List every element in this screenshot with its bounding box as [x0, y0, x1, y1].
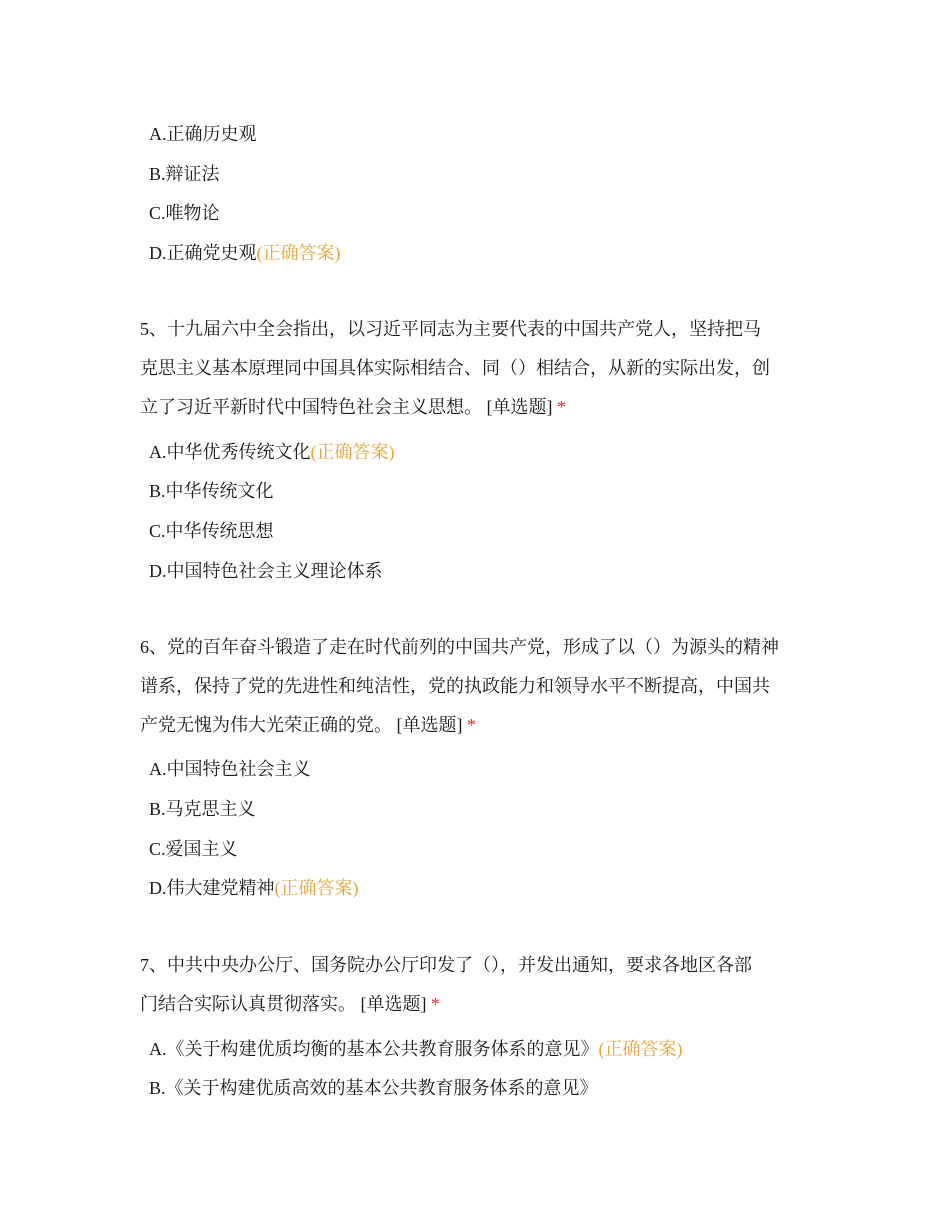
q6-option-a: A.中国特色社会主义 [149, 759, 311, 779]
correct-answer-marker: (正确答案) [274, 878, 359, 898]
required-mark: * [431, 994, 440, 1014]
question-text-line: 立了习近平新时代中国特色社会主义思想。 [单选题] * [140, 397, 566, 417]
q5-option-c: C.中华传统思想 [149, 521, 274, 541]
question-text-line: 7、中共中央办公厅、国务院办公厅印发了（），并发出通知，要求各地区各部 [140, 955, 752, 975]
required-mark: * [467, 715, 476, 735]
question-text-line: 门结合实际认真贯彻落实。 [单选题] * [140, 994, 440, 1014]
prev-option-b: B.辩证法 [149, 164, 220, 184]
q5-option-d: D.中国特色社会主义理论体系 [149, 561, 383, 581]
question-text-line: 产党无愧为伟大光荣正确的党。 [单选题] * [140, 715, 476, 735]
correct-answer-marker: (正确答案) [310, 442, 395, 462]
prev-option-c: C.唯物论 [149, 203, 220, 223]
correct-answer-marker: (正确答案) [598, 1039, 683, 1059]
q5-option-a: A.中华优秀传统文化(正确答案) [149, 442, 395, 462]
prev-option-d: D.正确党史观(正确答案) [149, 243, 341, 263]
q6-option-b: B.马克思主义 [149, 799, 256, 819]
question-text-line: 谱系，保持了党的先进性和纯洁性，党的执政能力和领导水平不断提高，中国共 [140, 676, 770, 696]
q6-option-d: D.伟大建党精神(正确答案) [149, 878, 359, 898]
q5-option-b: B.中华传统文化 [149, 481, 274, 501]
question-text-line: 6、党的百年奋斗锻造了走在时代前列的中国共产党，形成了以（）为源头的精神 [140, 637, 779, 657]
question-5 [140, 310, 820, 427]
q7-option-a: A.《关于构建优质均衡的基本公共教育服务体系的意见》(正确答案) [149, 1039, 683, 1059]
question-6 [140, 628, 820, 745]
q7-option-b: B.《关于构建优质高效的基本公共教育服务体系的意见》 [149, 1078, 598, 1098]
required-mark: * [557, 397, 566, 417]
question-text-line: 5、十九届六中全会指出，以习近平同志为主要代表的中国共产党人，坚持把马 [140, 319, 761, 339]
q6-option-c: C.爱国主义 [149, 839, 238, 859]
correct-answer-marker: (正确答案) [256, 243, 341, 263]
question-7 [140, 946, 820, 1024]
prev-option-a: A.正确历史观 [149, 124, 257, 144]
question-text-line: 克思主义基本原理同中国具体实际相结合、同（）相结合，从新的实际出发，创 [140, 358, 770, 378]
